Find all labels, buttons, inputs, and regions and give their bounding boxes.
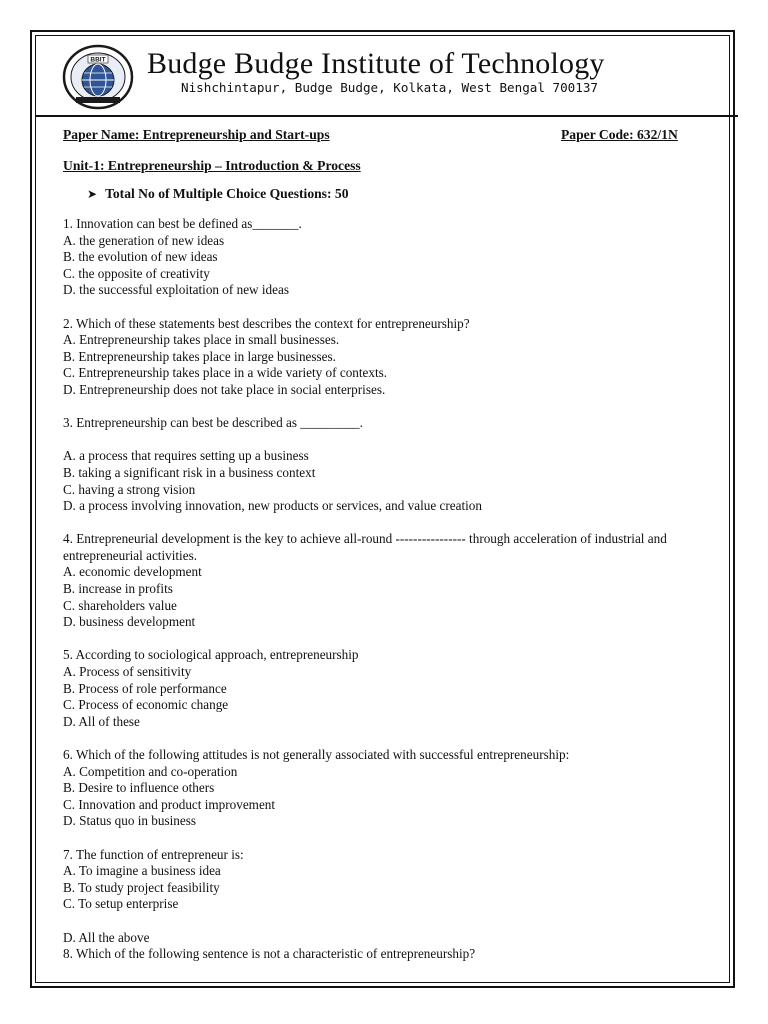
- option-d: D. All of these: [63, 713, 140, 729]
- question-2: [63, 316, 713, 399]
- unit-title: Unit-1: Entrepreneurship – Introduction & Process: [63, 158, 361, 173]
- question-1: [63, 216, 713, 299]
- blank-line: [63, 432, 713, 449]
- question-stem: 3. Entrepreneurship can best be described as _________.: [63, 415, 363, 431]
- total-questions: [87, 186, 349, 202]
- option-c: C. shareholders value: [63, 597, 177, 613]
- option-c: C. Innovation and product improvement: [63, 796, 276, 812]
- question-list: [63, 216, 713, 979]
- option-d: D. the successful exploitation of new ideas: [63, 282, 289, 298]
- question-7: [63, 847, 713, 947]
- blank-line: [63, 913, 713, 930]
- question-stem: 5. According to sociological approach, entrepreneurship: [63, 647, 359, 663]
- option-b: B. To study project feasibility: [63, 879, 220, 895]
- option-b: B. taking a significant risk in a business context: [63, 464, 316, 480]
- question-stem: 8. Which of the following sentence is not a characteristic of entrepreneurship?: [63, 946, 476, 962]
- arrow-bullet-icon: ➤: [87, 187, 98, 201]
- option-a: A. a process that requires setting up a business: [63, 448, 309, 464]
- option-c: C. the opposite of creativity: [63, 265, 210, 281]
- logo-text: BBIT: [90, 56, 106, 64]
- option-c: C. having a strong vision: [63, 481, 196, 497]
- question-stem: 2. Which of these statements best describes the context for entrepreneurship?: [63, 315, 470, 331]
- option-a: A. Entrepreneurship takes place in small businesses.: [63, 332, 340, 348]
- option-c: C. To setup enterprise: [63, 896, 179, 912]
- option-d: D. business development: [63, 614, 196, 630]
- question-stem: 7. The function of entrepreneur is:: [63, 846, 244, 862]
- paper-name: Paper Name: Entrepreneurship and Start-ups: [63, 127, 330, 142]
- paper-code: Paper Code: 632/1N: [561, 127, 678, 142]
- question-stem: 4. Entrepreneurial development is the key to achieve all-round ---------------- through acceleration of industrial and entrepreneurial activities.: [63, 531, 667, 563]
- option-a: A. the generation of new ideas: [63, 232, 225, 248]
- institute-address: Nishchintapur, Budge Budge, Kolkata, West Bengal 700137: [181, 80, 599, 95]
- question-stem: 6. Which of the following attitudes is not generally associated with successful entrepreneurship:: [63, 747, 570, 762]
- option-d: D. a process involving innovation, new products or services, and value creation: [63, 498, 482, 514]
- option-a: A. economic development: [63, 564, 202, 580]
- option-b: B. the evolution of new ideas: [63, 249, 218, 265]
- option-b: B. increase in profits: [63, 581, 173, 597]
- question-4: [63, 531, 713, 631]
- option-c: C. Process of economic change: [63, 697, 229, 713]
- option-b: B. Entrepreneurship takes place in large businesses.: [63, 348, 336, 364]
- total-questions-text: Total No of Multiple Choice Questions: 50: [105, 186, 349, 201]
- option-d: D. Status quo in business: [63, 813, 196, 829]
- option-a: A. Process of sensitivity: [63, 664, 192, 680]
- institute-name: Budge Budge Institute of Technology: [147, 47, 605, 80]
- option-d: D. Entrepreneurship does not take place in social enterprises.: [63, 381, 386, 397]
- question-8: [63, 946, 713, 963]
- option-a: A. Competition and co-operation: [63, 763, 238, 779]
- option-b: B. Desire to influence others: [63, 780, 215, 796]
- question-5: [63, 647, 713, 730]
- question-6: [63, 747, 713, 830]
- institute-logo: [62, 44, 134, 110]
- option-c: C. Entrepreneurship takes place in a wide variety of contexts.: [63, 365, 388, 381]
- question-stem: 1. Innovation can best be defined as_______.: [63, 216, 302, 231]
- question-3: [63, 415, 713, 515]
- option-a: A. To imagine a business idea: [63, 863, 221, 879]
- option-d: D. All the above: [63, 929, 150, 945]
- header-divider: [36, 115, 738, 117]
- option-b: B. Process of role performance: [63, 680, 227, 696]
